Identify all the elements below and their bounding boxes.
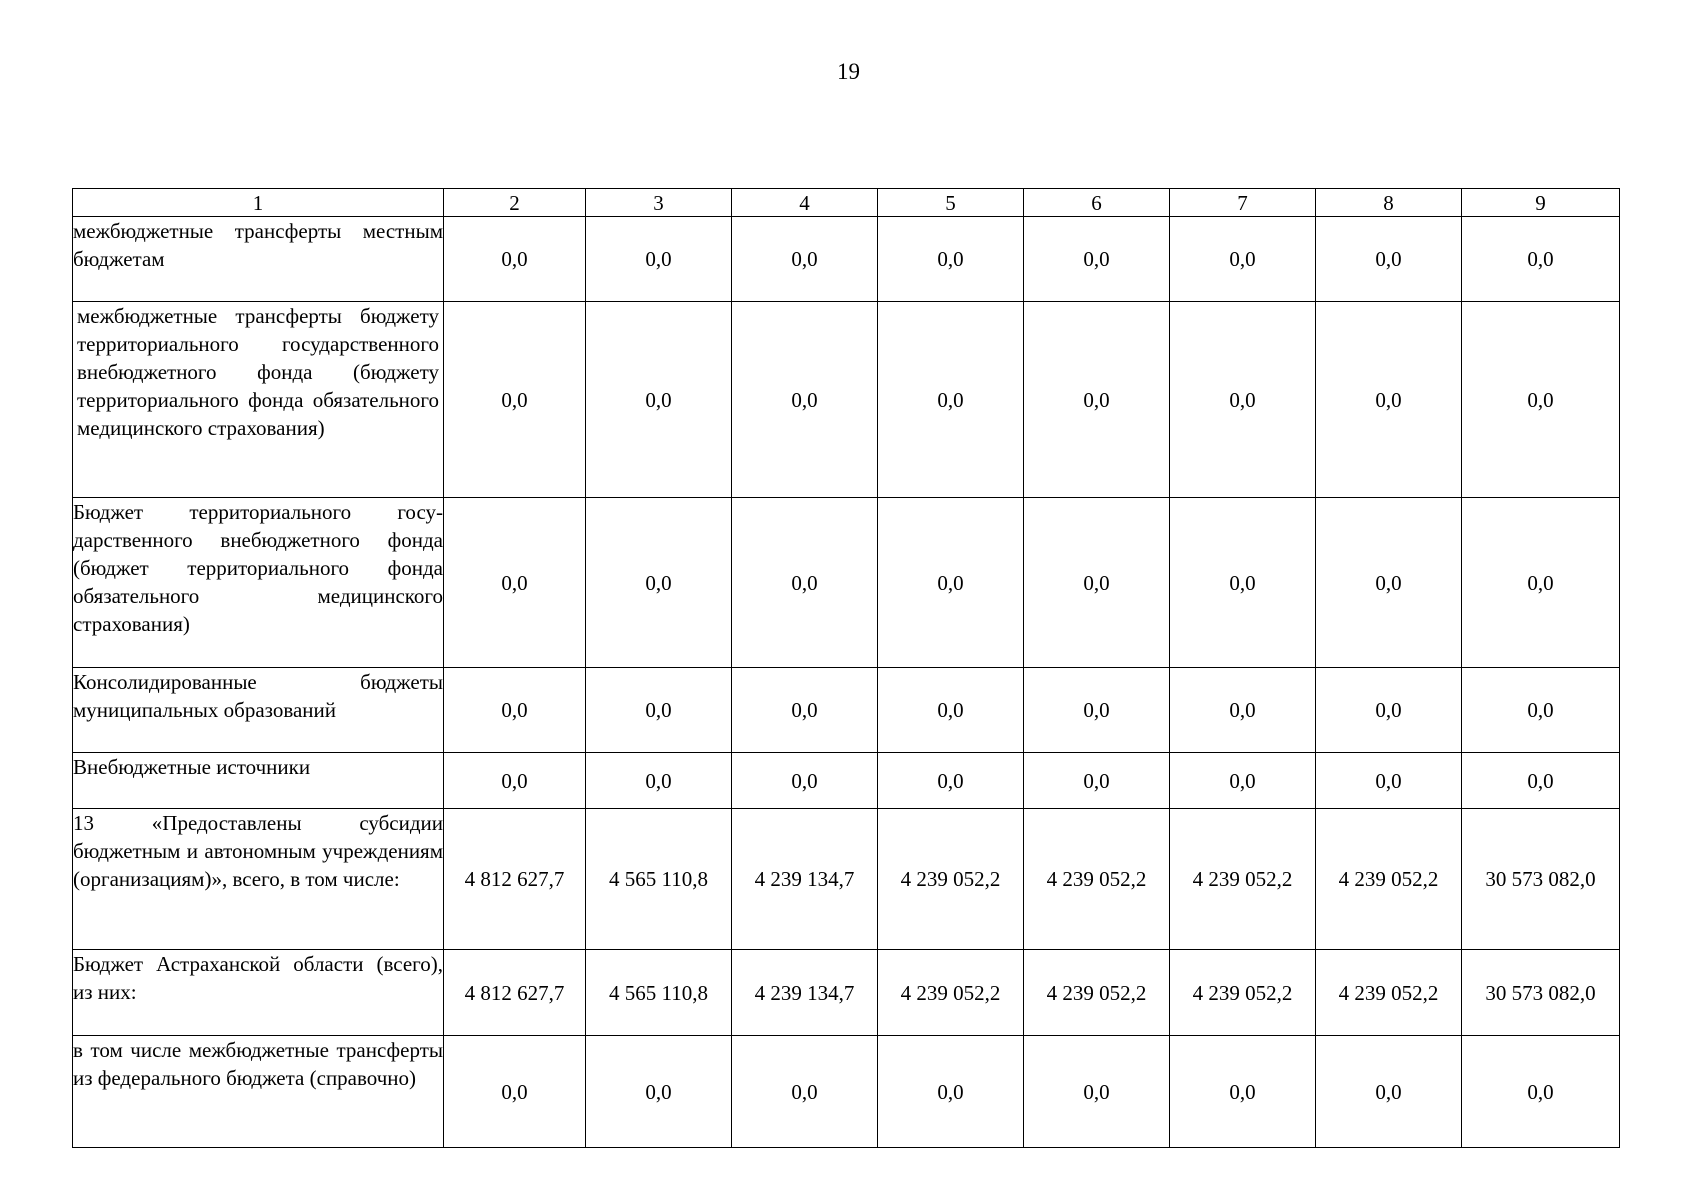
row-label: Бюджет Астраханской области (всего), из них: [73, 950, 444, 1036]
value-cell: 0,0 [1462, 498, 1620, 668]
column-header: 9 [1462, 189, 1620, 217]
value-cell: 0,0 [1462, 668, 1620, 753]
value-cell: 0,0 [586, 668, 732, 753]
value-cell: 0,0 [878, 668, 1024, 753]
value-cell: 4 239 134,7 [732, 809, 878, 950]
value-cell: 0,0 [1170, 668, 1316, 753]
value-cell: 4 239 052,2 [1170, 809, 1316, 950]
value-cell: 0,0 [1024, 668, 1170, 753]
value-cell: 0,0 [586, 498, 732, 668]
value-cell: 4 239 052,2 [878, 950, 1024, 1036]
column-header: 8 [1316, 189, 1462, 217]
table-row [73, 217, 1620, 302]
value-cell: 0,0 [444, 217, 586, 302]
value-cell: 4 239 052,2 [878, 809, 1024, 950]
value-cell: 30 573 082,0 [1462, 809, 1620, 950]
value-cell: 4 812 627,7 [444, 809, 586, 950]
budget-table [72, 188, 1620, 1148]
value-cell: 0,0 [878, 217, 1024, 302]
table-row [73, 753, 1620, 809]
value-cell: 0,0 [1462, 217, 1620, 302]
value-cell: 0,0 [444, 753, 586, 809]
value-cell: 0,0 [1316, 302, 1462, 498]
value-cell: 0,0 [1462, 302, 1620, 498]
value-cell: 0,0 [1316, 668, 1462, 753]
value-cell: 0,0 [1024, 498, 1170, 668]
value-cell: 4 565 110,8 [586, 809, 732, 950]
column-header: 4 [732, 189, 878, 217]
value-cell: 4 239 052,2 [1170, 950, 1316, 1036]
column-header: 3 [586, 189, 732, 217]
value-cell: 0,0 [1170, 302, 1316, 498]
value-cell: 0,0 [1024, 302, 1170, 498]
row-label: Внебюджетные источники [73, 753, 444, 809]
value-cell: 0,0 [1170, 217, 1316, 302]
page-number: 19 [837, 59, 860, 84]
value-cell: 0,0 [1316, 217, 1462, 302]
value-cell: 0,0 [1316, 498, 1462, 668]
value-cell: 4 239 052,2 [1316, 809, 1462, 950]
value-cell: 0,0 [586, 302, 732, 498]
row-label: 13 «Предоставлены субсидии бюджетным и автономным учреждениям (организациям)», всего, в том числе: [73, 809, 444, 950]
column-header: 2 [444, 189, 586, 217]
row-label: Бюджет территориального государственного внебюджетного фонда (бюджет территориального фонда обязательного медицинского страхования) [73, 498, 444, 668]
value-cell: 0,0 [732, 668, 878, 753]
value-cell: 0,0 [1316, 753, 1462, 809]
value-cell: 0,0 [1462, 1036, 1620, 1148]
value-cell: 4 565 110,8 [586, 950, 732, 1036]
value-cell: 0,0 [878, 498, 1024, 668]
table-row [73, 668, 1620, 753]
table-row [73, 809, 1620, 950]
value-cell: 0,0 [444, 1036, 586, 1148]
value-cell: 0,0 [444, 498, 586, 668]
value-cell: 0,0 [878, 302, 1024, 498]
table-row [73, 950, 1620, 1036]
row-label: межбюджетные трансферты бюджету территориального государственного внебюджетного фонда (бюджету территориального фонда обязательного медицинского страхования) [73, 302, 444, 498]
value-cell: 4 812 627,7 [444, 950, 586, 1036]
value-cell: 0,0 [732, 302, 878, 498]
column-header: 5 [878, 189, 1024, 217]
value-cell: 4 239 052,2 [1024, 950, 1170, 1036]
value-cell: 0,0 [732, 498, 878, 668]
column-header: 6 [1024, 189, 1170, 217]
value-cell: 0,0 [1170, 1036, 1316, 1148]
value-cell: 0,0 [1170, 753, 1316, 809]
value-cell: 30 573 082,0 [1462, 950, 1620, 1036]
value-cell: 0,0 [1462, 753, 1620, 809]
value-cell: 0,0 [1316, 1036, 1462, 1148]
value-cell: 4 239 134,7 [732, 950, 878, 1036]
row-label: межбюджетные трансферты местным бюджетам [73, 217, 444, 302]
value-cell: 0,0 [1024, 1036, 1170, 1148]
value-cell: 0,0 [732, 217, 878, 302]
value-cell: 0,0 [878, 753, 1024, 809]
value-cell: 0,0 [1024, 217, 1170, 302]
table-row [73, 302, 1620, 498]
row-label: Консолидированные бюджеты муниципальных образований [73, 668, 444, 753]
value-cell: 0,0 [732, 753, 878, 809]
table-row [73, 1036, 1620, 1148]
value-cell: 4 239 052,2 [1024, 809, 1170, 950]
value-cell: 0,0 [444, 668, 586, 753]
value-cell: 4 239 052,2 [1316, 950, 1462, 1036]
value-cell: 0,0 [444, 302, 586, 498]
row-label: в том числе межбюджетные трансферты из федерального бюджета (справочно) [73, 1036, 444, 1148]
value-cell: 0,0 [1170, 498, 1316, 668]
column-header: 1 [73, 189, 444, 217]
value-cell: 0,0 [586, 1036, 732, 1148]
column-header: 7 [1170, 189, 1316, 217]
value-cell: 0,0 [878, 1036, 1024, 1148]
header-row [73, 189, 1620, 217]
value-cell: 0,0 [1024, 753, 1170, 809]
value-cell: 0,0 [732, 1036, 878, 1148]
table-row [73, 498, 1620, 668]
value-cell: 0,0 [586, 753, 732, 809]
value-cell: 0,0 [586, 217, 732, 302]
